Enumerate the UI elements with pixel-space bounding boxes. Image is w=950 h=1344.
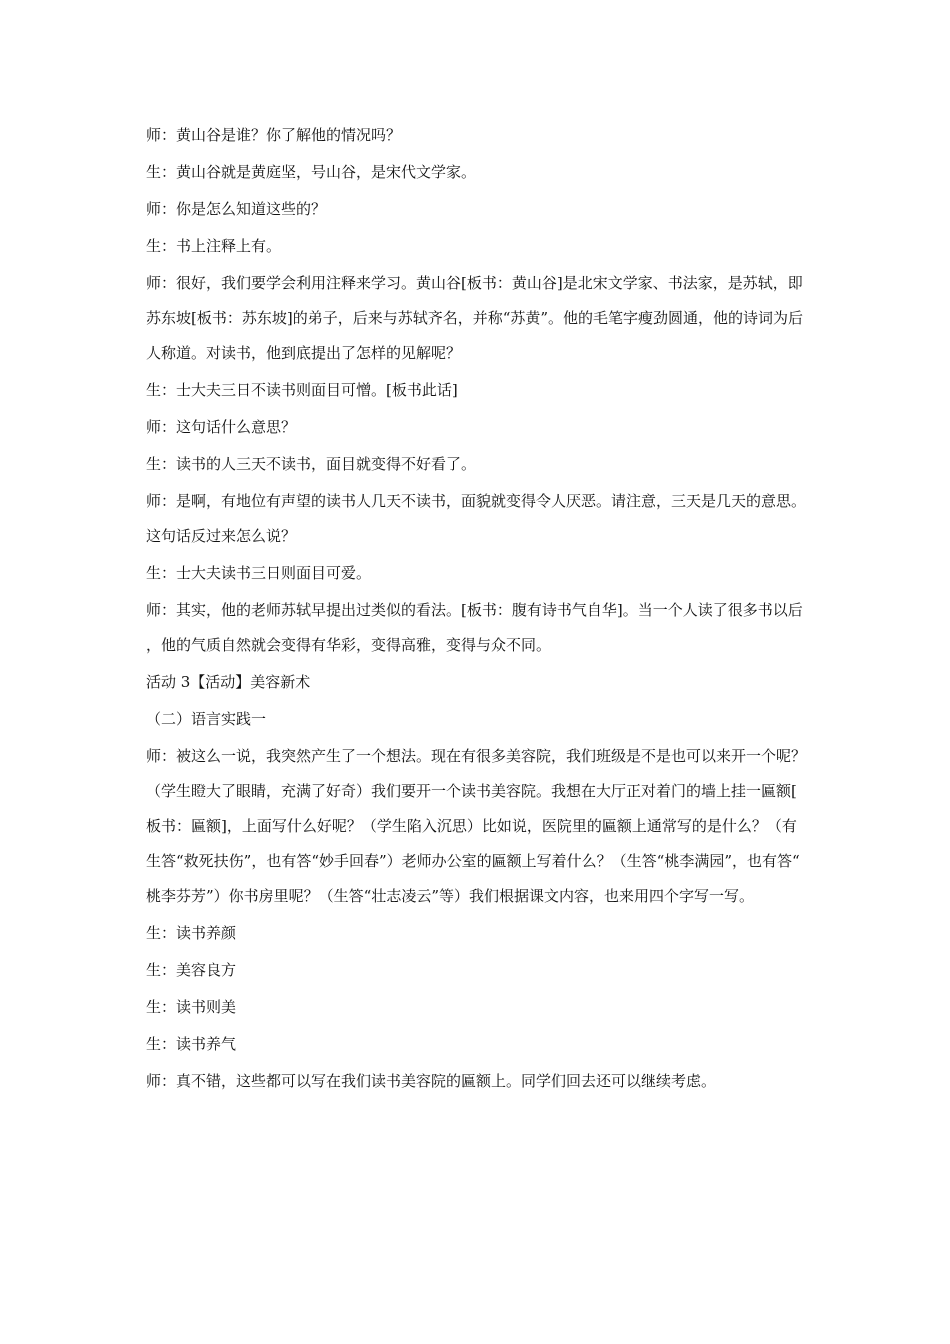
paragraph: 生：读书则美 bbox=[146, 998, 237, 1016]
paragraph: 生：士大夫三日不读书则面目可憎。[板书此话] bbox=[146, 381, 458, 399]
paragraph: 师：这句话什么意思？ bbox=[146, 418, 297, 436]
paragraph: 师：被这么一说，我突然产生了一个想法。现在有很多美容院，我们班级是不是也可以来开一个呢？（学生瞪大了眼睛，充满了好奇）我们要开一个读书美容院。我想在大厅正对着门的墙上挂一匾额[板书：匾额]，上面写什么好呢？（学生陷入沉思）比如说，医院里的匾额上通常写的是什么？（有生答“救死扶伤”，也有答“妙手回春”）老师办公室的匾额上写着什么？（生答“桃李满园”，也有答“桃李芬芳”）你书房里呢？（生答“壮志凌云”等）我们根据课文内容，也来用四个字写一写。 bbox=[146, 747, 807, 905]
paragraph: 生：读书养颜 bbox=[146, 924, 237, 942]
paragraph: 师：很好，我们要学会利用注释来学习。黄山谷[板书：黄山谷]是北宋文学家、书法家，是苏轼，即苏东坡[板书：苏东坡]的弟子，后来与苏轼齐名，并称“苏黄”。他的毛笔字瘦劲圆通，他的诗词为后人称道。对读书，他到底提出了怎样的见解呢？ bbox=[146, 274, 804, 362]
paragraph: 生：黄山谷就是黄庭坚，号山谷，是宋代文学家。 bbox=[146, 163, 477, 181]
paragraph: 师：是啊，有地位有声望的读书人几天不读书，面貌就变得令人厌恶。请注意，三天是几天的意思。这句话反过来怎么说？ bbox=[146, 492, 807, 545]
paragraph: 生：读书养气 bbox=[146, 1035, 237, 1053]
paragraph: 生：读书的人三天不读书，面目就变得不好看了。 bbox=[146, 455, 477, 473]
document-body bbox=[146, 126, 810, 1109]
paragraph: 生：美容良方 bbox=[146, 961, 237, 979]
paragraph: 师：真不错，这些都可以写在我们读书美容院的匾额上。同学们回去还可以继续考虑。 bbox=[146, 1072, 717, 1090]
paragraph: 师：其实，他的老师苏轼早提出过类似的看法。[板书：腹有诗书气自华]。当一个人读了很多书以后，他的气质自然就会变得有华彩，变得高雅，变得与众不同。 bbox=[146, 601, 803, 654]
paragraph: 师：黄山谷是谁？你了解他的情况吗？ bbox=[146, 126, 402, 144]
section-heading: 活动 3【活动】美容新术 bbox=[146, 673, 311, 691]
paragraph: 师：你是怎么知道这些的？ bbox=[146, 200, 327, 218]
section-subheading: （二）语言实践一 bbox=[146, 710, 267, 728]
paragraph: 生：书上注释上有。 bbox=[146, 237, 282, 255]
paragraph: 生：士大夫读书三日则面目可爱。 bbox=[146, 564, 372, 582]
